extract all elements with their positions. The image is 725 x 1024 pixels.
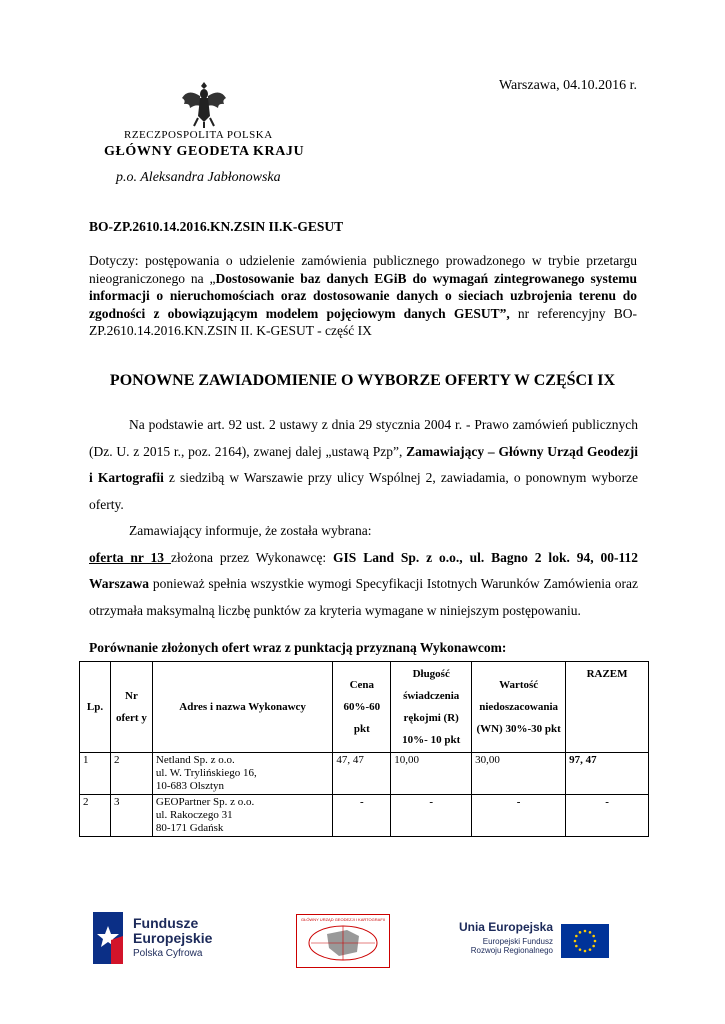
map-icon [297,922,389,962]
cell-name [152,795,332,837]
cell-nr: 3 [110,795,152,837]
p1-text-c: z siedzibą w Warszawie przy ulicy Wspólnej 2, zawiadamia, o ponownym wyborze oferty. [89,470,638,512]
eu-star [579,948,582,951]
paragraph-info: Zamawiający informuje, że została wybrana: [129,523,372,538]
eu-star [579,931,582,934]
p1-text-bold: Zamawiający – Główny Urząd Geodezji i Kartografii [89,443,638,485]
table-row [80,753,649,795]
fe-star-icon [93,912,127,964]
contractor-name: GIS Land Sp. z o.o., ul. Bagno 2 lok. 94, 00-112 Warszawa [89,549,639,591]
offer-number: oferta nr 13 [89,549,171,565]
office-name: GŁÓWNY GEODETA KRAJU [104,144,305,159]
cell-underestimation: 30,00 [472,753,566,795]
cell-price: - [333,795,391,837]
cell-price: 47, 47 [333,753,391,795]
col-header-name: Adres i nazwa Wykonawcy [152,662,332,753]
ue-line1: Unia Europejska [458,920,553,934]
cell-total: 97, 47 [566,753,649,795]
cell-name [152,753,332,795]
subject-suffix: nr referencyjny BO-ZP.2610.14.2016.KN.ZSIN II. K-GESUT - część IX [89,305,637,338]
paragraph-selected-offer [89,545,638,625]
col-header-underestimation: Wartość niedoszacowania (WN) 30%-30 pkt [472,662,566,753]
ue-line2: Europejski Fundusz [482,937,553,946]
eu-flag-icon [561,924,609,958]
fe-line3: Polska Cyfrowa [133,948,203,959]
cell-lp: 1 [80,753,111,795]
eu-star [589,948,592,951]
eu-star [574,940,577,943]
p1-text-a: Na podstawie art. 92 ust. 2 ustawy z dnia 29 stycznia 2004 r. - Prawo zamówień publicznych (Dz. U. z 2015 r., poz. 2164), zwanej dalej „ustawą Pzp”, [89,417,638,459]
cell-warranty: - [391,795,472,837]
fe-line2: Europejskie [133,930,213,946]
page-title: PONOWNE ZAWIADOMIENIE O WYBORZE OFERTY W CZĘŚCI IX [109,372,616,389]
ue-line3: Rozwoju Regionalnego [470,946,553,955]
subject-prefix: Dotyczy: postępowania o udzielenie zamówienia publicznego prowadzonego w trybie przetargu nieograniczonego na „ [89,253,637,286]
reference-number: BO-ZP.2610.14.2016.KN.ZSIN II.K-GESUT [89,219,344,234]
gugik-logo-text: GŁÓWNY URZĄD GEODEZJI I KARTOGRAFII [300,917,385,922]
cell-underestimation: - [472,795,566,837]
p3-text-b: złożona przez Wykonawcę: [170,549,334,565]
eu-star [584,930,587,933]
eu-star [575,945,578,948]
fundusze-europejskie-logo [93,912,213,968]
cell-warranty: 10,00 [391,753,472,795]
eu-star [592,935,595,938]
col-header-warranty: Długość świadczenia rękojmi (R) 10%- 10 pkt [391,662,472,753]
polish-eagle-emblem-icon [178,78,230,130]
signatory: p.o. Aleksandra Jabłonowska [116,170,281,185]
subject-paragraph [89,252,637,340]
eu-star [589,931,592,934]
table-row [80,795,649,837]
p3-text-d: ponieważ spełnia wszystkie wymogi Specyfikacji Istotnych Warunków Zamówienia oraz otrzymała maksymalną liczbę punktów za kryteria wymagane w niniejszym postępowaniu. [89,576,638,618]
cell-total: - [566,795,649,837]
contractor-line: Netland Sp. z o.o. [155,754,235,766]
paragraph-legal-basis [89,412,638,518]
comparison-heading: Porównanie złożonych ofert wraz z punktacją przyznaną Wykonawcom: [89,640,507,655]
col-header-price: Cena 60%-60 pkt [333,662,391,753]
offers-table [79,661,649,837]
address-line: ul. W. Trylińskiego 16, [155,767,257,779]
unia-europejska-logo [455,920,553,955]
address-line: 10-683 Olsztyn [155,780,225,792]
eu-star [592,945,595,948]
cell-lp: 2 [80,795,111,837]
country-name: RZECZPOSPOLITA POLSKA [124,129,273,141]
cell-nr: 2 [110,753,152,795]
eu-star [594,940,597,943]
contractor-line: GEOPartner Sp. z o.o. [155,796,255,808]
col-header-lp: Lp. [80,662,111,753]
table-header-row [80,662,649,753]
col-header-nr: Nr ofert y [110,662,152,753]
eu-star [575,935,578,938]
body-text [89,412,638,624]
subject-title: Dostosowanie baz danych EGiB do wymagań zintegrowanego systemu informacji o nieruchomościach oraz dostosowanie danych o sieciach uzbrojenia terenu do zgodności z obowiązującym modelem pojęciowym danych GESUT”, [89,270,637,321]
address-line: ul. Rakoczego 31 [155,809,233,821]
address-line: 80-171 Gdańsk [155,822,224,834]
col-header-total: RAZEM [566,662,649,753]
document-date: Warszawa, 04.10.2016 r. [498,78,637,93]
fe-line1: Fundusze [133,915,199,931]
gugik-logo [296,914,390,968]
eu-star [584,950,587,953]
